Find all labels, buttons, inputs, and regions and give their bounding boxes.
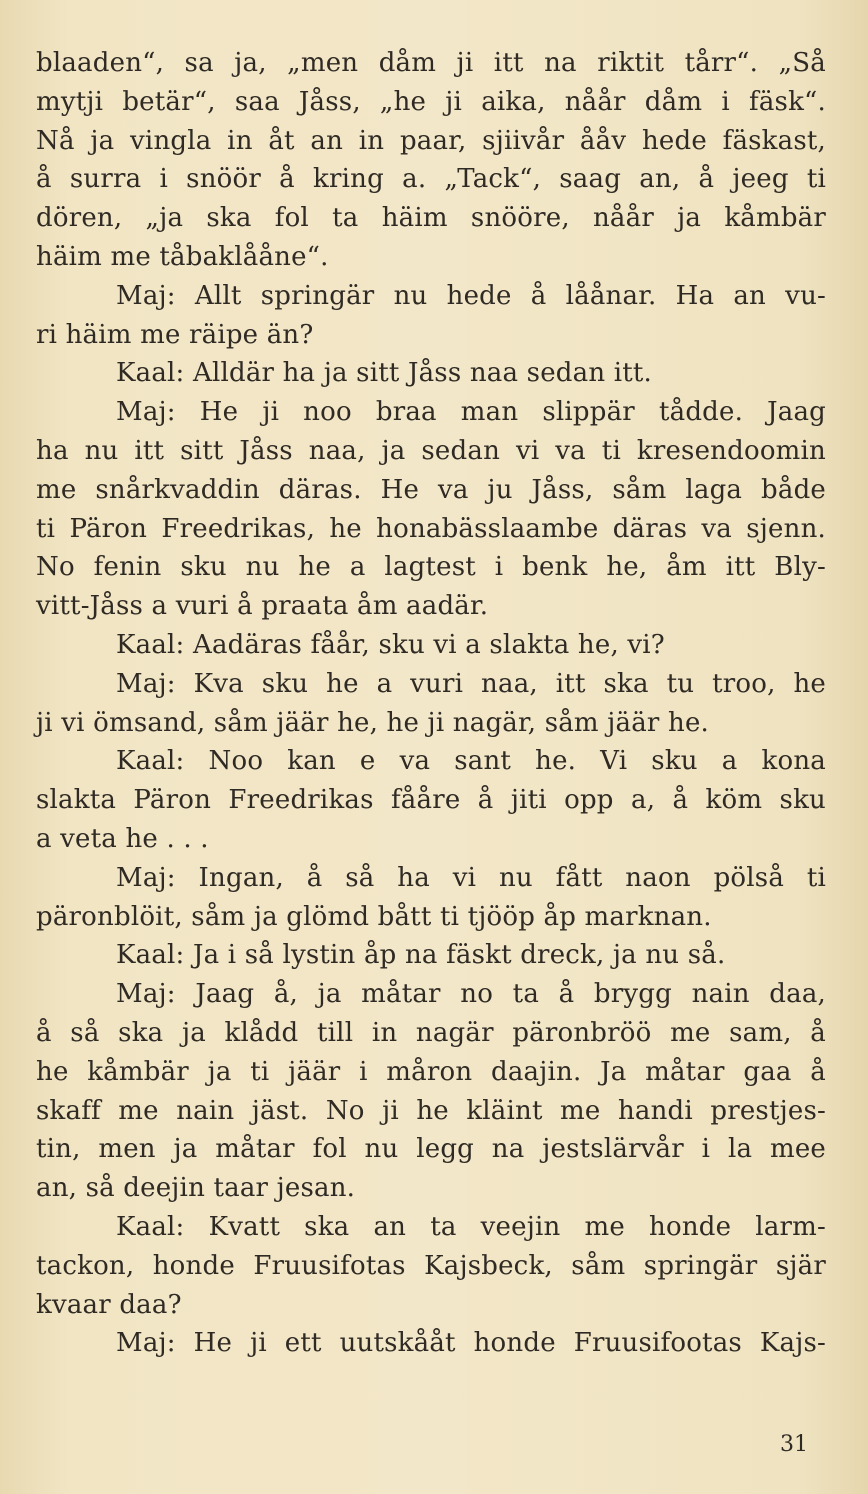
text-line: Maj: Kva sku he a vuri naa, itt ska tu troo, he	[116, 668, 826, 699]
text-line: an, så deejin taar jesan.	[36, 1173, 356, 1204]
text-line: No fenin sku nu he a lagtest i benk he, åm itt Bly-	[36, 552, 826, 583]
text-line: Nå ja vingla in åt an in paar, sjiivår ååv hede fäskast,	[36, 125, 826, 156]
text-line: ji vi ömsand, såm jäär he, he ji nagär, såm jäär he.	[36, 707, 710, 738]
text-line: häim me tåbaklååne“.	[36, 241, 329, 272]
text-line: Maj: Ingan, å så ha vi nu fått naon pölså ti	[116, 862, 826, 893]
text-line: päronblöit, såm ja glömd bått ti tjööp åp marknan.	[36, 901, 712, 932]
text-line: dören, „ja ska fol ta häim snööre, nåår ja kåmbär	[36, 203, 826, 234]
text-line: Kaal: Ja i så lystin åp na fäskt dreck, ja nu så.	[116, 940, 726, 971]
text-line: ti Päron Freedrikas, he honabässlaambe däras va sjenn.	[36, 513, 826, 544]
text-line: skaff me nain jäst. No ji he kläint me handi prestjes-	[36, 1095, 826, 1126]
text-line: å så ska ja klådd till in nagär päronbröö me sam, å	[36, 1017, 826, 1048]
text-line: a veta he . . .	[36, 823, 209, 854]
body-text	[36, 44, 826, 1363]
text-line: ha nu itt sitt Jåss naa, ja sedan vi va ti kresendoomin	[36, 435, 826, 466]
text-line: Kaal: Noo kan e va sant he. Vi sku a kona	[116, 746, 826, 777]
text-line: he kåmbär ja ti jäär i måron daajin. Ja måtar gaa å	[36, 1056, 826, 1087]
text-line: tackon, honde Fruusifotas Kajsbeck, såm springär sjär	[36, 1250, 826, 1281]
text-line: mytji betär“, saa Jåss, „he ji aika, nåår dåm i fäsk“.	[36, 86, 826, 117]
text-line: vitt-Jåss a vuri å praata åm aadär.	[36, 591, 489, 622]
text-line: blaaden“, sa ja, „men dåm ji itt na riktit tårr“. „Så	[36, 48, 826, 78]
text-line: Maj: He ji ett uutskååt honde Fruusifootas Kajs-	[116, 1328, 826, 1359]
text-line: kvaar daa?	[36, 1289, 182, 1320]
page-number: 31	[780, 1432, 808, 1457]
text-line: ri häim me räipe än?	[36, 319, 314, 350]
text-line: å surra i snöör å kring a. „Tack“, saag an, å jeeg ti	[36, 164, 826, 195]
text-line: Maj: Jaag å, ja måtar no ta å brygg nain daa,	[116, 979, 826, 1010]
text-line: Kaal: Alldär ha ja sitt Jåss naa sedan itt.	[116, 358, 653, 389]
text-line: me snårkvaddin däras. He va ju Jåss, såm laga både	[36, 474, 826, 505]
text-line: slakta Päron Freedrikas fååre å jiti opp a, å köm sku	[36, 785, 826, 816]
text-line: Maj: Allt springär nu hede å låånar. Ha an vu-	[116, 280, 826, 311]
text-line: Kaal: Kvatt ska an ta veejin me honde larm-	[116, 1211, 826, 1242]
text-line: Maj: He ji noo braa man slippär tådde. Jaag	[116, 397, 826, 428]
text-line: Kaal: Aadäras fåår, sku vi a slakta he, vi?	[116, 629, 665, 660]
text-line: tin, men ja måtar fol nu legg na jestslärvår i la mee	[36, 1134, 826, 1165]
